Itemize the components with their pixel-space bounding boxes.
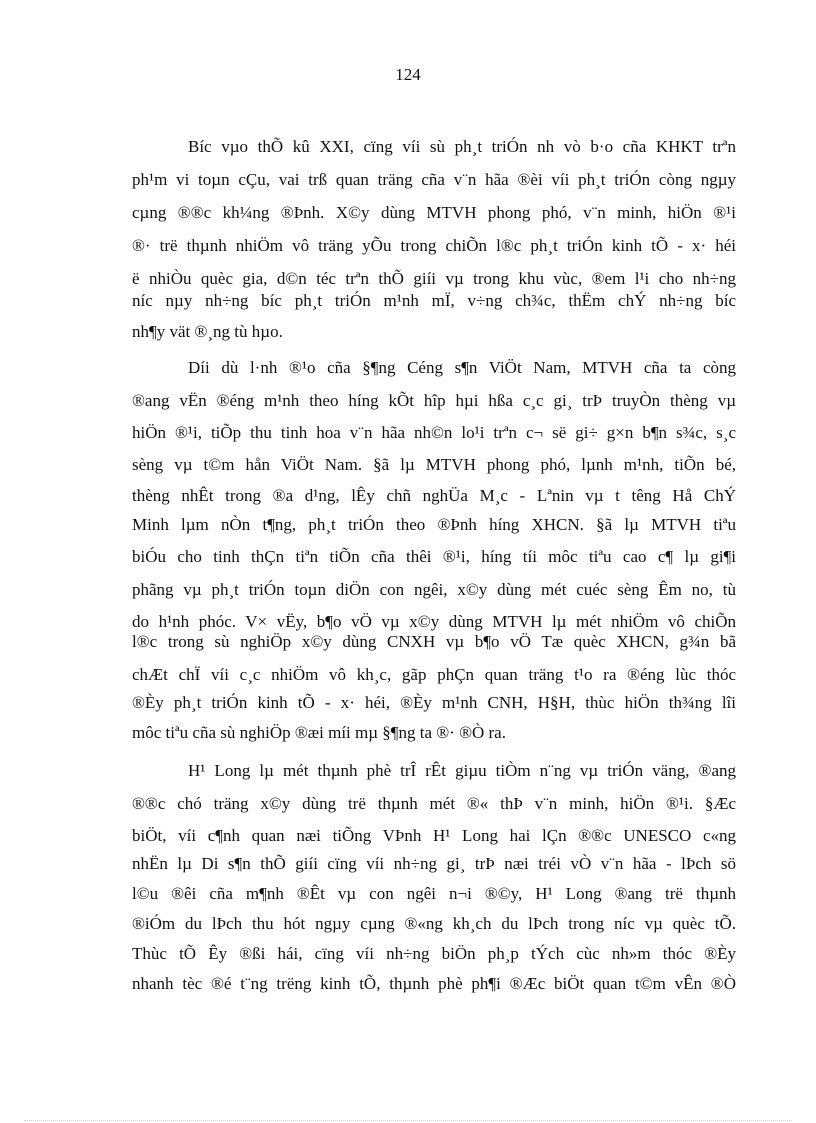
paragraph-2-line-4: sèng vµ t©m hån ViÖt Nam. §ã lµ MTVH phong phó, lµnh m¹nh, tiÕn bé,: [132, 455, 736, 474]
paragraph-2-line-8: phãng vµ ph¸t triÓn toµn diÖn con ngêi, x©y dùng mét cuéc sèng Êm no, tù: [132, 580, 736, 599]
paragraph-3-line-7: Thùc tÕ Êy ®ßi hái, cïng víi nh÷ng biÖn ph¸p tÝch cùc nh»m thóc ®Èy: [132, 944, 736, 963]
paragraph-2-line-2: ®ang vËn ®éng m¹nh theo híng kÕt hîp hµi hßa c¸c gi¸ trÞ truyÒn thèng vµ: [132, 391, 736, 410]
paragraph-3-line-4: nhËn lµ Di s¶n thÕ giíi cïng víi nh÷ng gi¸ trÞ næi tréi vÒ v¨n hãa - lÞch sö: [132, 854, 736, 873]
paragraph-2-line-13: môc tiªu cña sù nghiÖp ®æi míi mµ §¶ng ta ®· ®Ò ra.: [132, 723, 506, 742]
paragraph-3-line-8: nhanh tèc ®é t¨ng trëng kinh tÕ, thµnh phè ph¶i ®Æc biÖt quan t©m vÊn ®Ò: [132, 974, 736, 993]
paragraph-3-line-5: l©u ®êi cña m¶nh ®Êt vµ con ngêi n¬i ®©y, H¹ Long ®ang trë thµnh: [132, 884, 736, 903]
paragraph-3-line-2: ®®c chó träng x©y dùng trë thµnh mét ®« thÞ v¨n minh, hiÖn ®¹i. §Æc: [132, 794, 736, 813]
paragraph-2-line-3: hiÖn ®¹i, tiÕp thu tinh hoa v¨n hãa nh©n lo¹i trªn c¬ së gi÷ g×n b¶n s¾c, s¸c: [132, 423, 736, 442]
paragraph-1-line-5: ë nhiÒu quèc gia, d©n téc trªn thÕ giíi vµ trong khu vùc, ®em l¹i cho nh÷ng: [132, 269, 736, 288]
footer-divider: [24, 1120, 792, 1121]
paragraph-3-line-3: biÖt, víi c¶nh quan næi tiÕng VÞnh H¹ Long hai lÇn ®®c UNESCO c«ng: [132, 826, 736, 845]
paragraph-1-line-2: ph¹m vi toµn cÇu, vai trß quan träng cña v¨n hãa ®èi víi ph¸t triÓn còng ngµy: [132, 170, 736, 189]
paragraph-2-line-11: chÆt chÏ víi c¸c nhiÖm vô kh¸c, gãp phÇn quan träng t¹o ra ®éng lùc thóc: [132, 665, 736, 684]
paragraph-1-line-7: nh¶y vät ®¸ng tù hµo.: [132, 322, 283, 341]
paragraph-2-line-7: biÓu cho tinh thÇn tiªn tiÕn cña thêi ®¹i, híng tíi môc tiªu cao c¶ lµ gi¶i: [132, 547, 736, 566]
paragraph-1-line-6: níc nµy nh÷ng bíc ph¸t triÓn m¹nh mÏ, v÷ng ch¾c, thËm chÝ nh÷ng bíc: [132, 291, 736, 310]
paragraph-3-line-1: H¹ Long lµ mét thµnh phè trÎ rÊt giµu tiÒm n¨ng vµ triÓn väng, ®ang: [188, 761, 736, 780]
paragraph-2-line-12: ®Èy ph¸t triÓn kinh tÕ - x· héi, ®Èy m¹nh CNH, H§H, thùc hiÖn th¾ng lîi: [132, 693, 736, 712]
page-number: 124: [395, 65, 421, 84]
paragraph-1-line-3: cµng ®®c kh¼ng ®Þnh. X©y dùng MTVH phong phó, v¨n minh, hiÖn ®¹i: [132, 203, 736, 222]
paragraph-2-line-5: thèng nhÊt trong ®a d¹ng, lÊy chñ nghÜa M¸c - Lªnin vµ t têng Hå ChÝ: [132, 486, 736, 505]
paragraph-3-line-6: ®iÓm du lÞch thu hót ngµy cµng ®«ng kh¸ch du lÞch trong níc vµ quèc tÕ.: [132, 914, 736, 933]
paragraph-1-line-4: ®· trë thµnh nhiÖm vô träng yÕu trong chiÕn l®c ph¸t triÓn kinh tÕ - x· héi: [132, 236, 736, 255]
paragraph-2-line-6: Minh lµm nÒn t¶ng, ph¸t triÓn theo ®Þnh híng XHCN. §ã lµ MTVH tiªu: [132, 515, 736, 534]
paragraph-2-line-1: Díi dù l·nh ®¹o cña §¶ng Céng s¶n ViÖt Nam, MTVH cña ta còng: [188, 358, 736, 377]
paragraph-2-line-10: l®c trong sù nghiÖp x©y dùng CNXH vµ b¶o vÖ Tæ quèc XHCN, g¾n bã: [132, 632, 736, 651]
paragraph-2-line-9: do h¹nh phóc. V× vËy, b¶o vÖ vµ x©y dùng MTVH lµ mét nhiÖm vô chiÕn: [132, 612, 736, 631]
paragraph-1-line-1: Bíc vµo thÕ kû XXI, cïng víi sù ph¸t triÓn nh vò b·o cña KHKT trªn: [188, 137, 736, 156]
